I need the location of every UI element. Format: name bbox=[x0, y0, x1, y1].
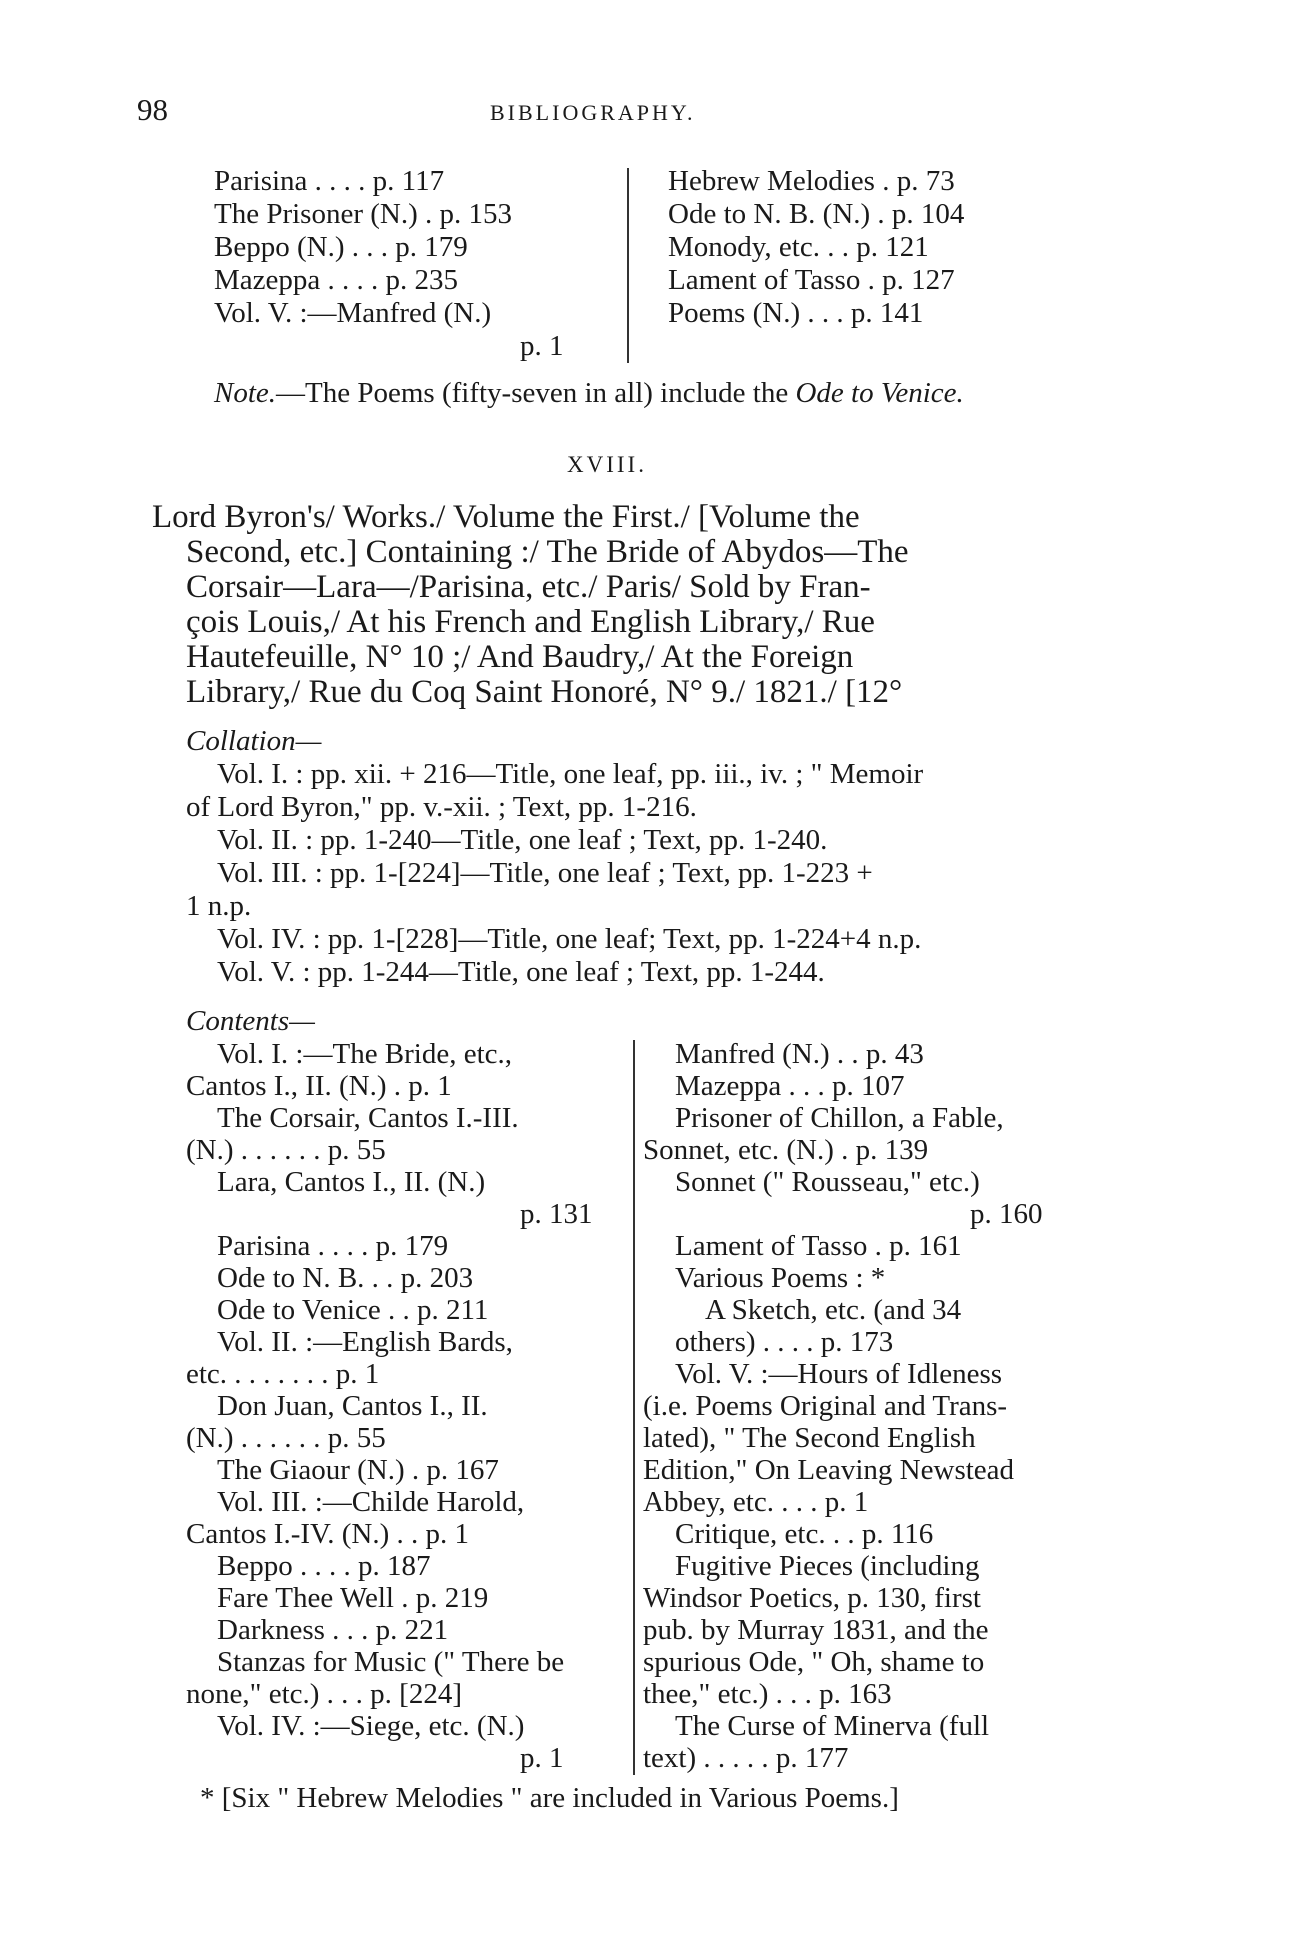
contents-right-line: Various Poems : * bbox=[675, 1262, 886, 1294]
contents-right-line: Mazeppa . . . p. 107 bbox=[675, 1070, 905, 1102]
contents-left-line: etc. . . . . . . . p. 1 bbox=[186, 1358, 380, 1390]
contents-left-line: Stanzas for Music (" There be bbox=[217, 1646, 565, 1678]
contents-right-line: Abbey, etc. . . . p. 1 bbox=[643, 1486, 869, 1518]
contents-right-line: (i.e. Poems Original and Trans- bbox=[643, 1390, 1008, 1422]
contents-right-line: Fugitive Pieces (including bbox=[675, 1550, 980, 1582]
contents-left-line: p. 1 bbox=[520, 1742, 564, 1774]
contents-left-line: Parisina . . . . p. 179 bbox=[217, 1230, 449, 1262]
note-label: Note. bbox=[214, 377, 277, 409]
contents-left-line: Lara, Cantos I., II. (N.) bbox=[217, 1166, 486, 1198]
entry-line: Lord Byron's/ Works./ Volume the First./ [Volume the bbox=[152, 499, 860, 535]
note-text: —The Poems (fifty-seven in all) include the bbox=[276, 377, 796, 409]
contents-right-line: others) . . . . p. 173 bbox=[675, 1326, 894, 1358]
contents-right-line: thee," etc.) . . . p. 163 bbox=[643, 1678, 892, 1710]
running-head: BIBLIOGRAPHY. bbox=[490, 100, 696, 125]
contents-left-line: none," etc.) . . . p. [224] bbox=[186, 1678, 462, 1710]
entry-line: Library,/ Rue du Coq Saint Honoré, N° 9./ 1821./ [12° bbox=[186, 674, 903, 710]
entry-line: Second, etc.] Containing :/ The Bride of Abydos—The bbox=[186, 534, 909, 570]
contents-left-line: Fare Thee Well . p. 219 bbox=[217, 1582, 489, 1614]
note bbox=[214, 377, 964, 410]
contents-left-line: The Giaour (N.) . p. 167 bbox=[217, 1454, 499, 1486]
contents-right-line: spurious Ode, " Oh, shame to bbox=[643, 1646, 985, 1678]
contents-right-line: The Curse of Minerva (full bbox=[675, 1710, 990, 1742]
collation-line: Vol. III. : pp. 1-[224]—Title, one leaf ; Text, pp. 1-223 + bbox=[217, 857, 873, 889]
contents-left-line: (N.) . . . . . . p. 55 bbox=[186, 1422, 386, 1454]
contents-left-line: Darkness . . . p. 221 bbox=[217, 1614, 449, 1646]
top-right-line: Hebrew Melodies . p. 73 bbox=[668, 165, 955, 197]
contents-left-line: Vol. II. :—English Bards, bbox=[217, 1326, 513, 1358]
contents-column-divider bbox=[633, 1040, 635, 1775]
footnote: * [Six " Hebrew Melodies " are included in Various Poems.] bbox=[200, 1782, 899, 1814]
column-divider bbox=[627, 168, 629, 363]
contents-left-line: Ode to N. B. . . p. 203 bbox=[217, 1262, 474, 1294]
contents-heading: Contents— bbox=[186, 1005, 315, 1037]
top-left-line: Vol. V. :—Manfred (N.) bbox=[214, 297, 492, 329]
contents-right-line: p. 160 bbox=[970, 1198, 1043, 1230]
collation-line: of Lord Byron," pp. v.-xii. ; Text, pp. 1-216. bbox=[186, 791, 697, 823]
entry-line: Corsair—Lara—/Parisina, etc./ Paris/ Sold by Fran- bbox=[186, 569, 871, 605]
entry-line: Hautefeuille, N° 10 ;/ And Baudry,/ At the Foreign bbox=[186, 639, 854, 675]
note-title: Ode to Venice. bbox=[795, 377, 964, 409]
top-left-line: Beppo (N.) . . . p. 179 bbox=[214, 231, 468, 263]
top-right-line: Monody, etc. . . p. 121 bbox=[668, 231, 929, 263]
collation-line: Vol. I. : pp. xii. + 216—Title, one leaf, pp. iii., iv. ; " Memoir bbox=[217, 758, 924, 790]
contents-left-line: Vol. I. :—The Bride, etc., bbox=[217, 1038, 513, 1070]
contents-right-line: A Sketch, etc. (and 34 bbox=[705, 1294, 962, 1326]
contents-right-line: Lament of Tasso . p. 161 bbox=[675, 1230, 962, 1262]
contents-left-line: Vol. IV. :—Siege, etc. (N.) bbox=[217, 1710, 525, 1742]
contents-right-line: text) . . . . . p. 177 bbox=[643, 1742, 849, 1774]
contents-right-line: Critique, etc. . . p. 116 bbox=[675, 1518, 934, 1550]
contents-right-line: Vol. V. :—Hours of Idleness bbox=[675, 1358, 1003, 1390]
top-right-line: Lament of Tasso . p. 127 bbox=[668, 264, 955, 296]
section-number: XVIII. bbox=[567, 452, 647, 477]
contents-right-line: pub. by Murray 1831, and the bbox=[643, 1614, 989, 1646]
collation-heading: Collation— bbox=[186, 725, 322, 757]
contents-right-line: lated), " The Second English bbox=[643, 1422, 976, 1454]
contents-left-line: The Corsair, Cantos I.-III. bbox=[217, 1102, 519, 1134]
contents-right-line: Manfred (N.) . . p. 43 bbox=[675, 1038, 924, 1070]
contents-left-line: Cantos I.-IV. (N.) . . p. 1 bbox=[186, 1518, 469, 1550]
collation-line: 1 n.p. bbox=[186, 890, 252, 922]
contents-left-line: Don Juan, Cantos I., II. bbox=[217, 1390, 488, 1422]
collation-line: Vol. II. : pp. 1-240—Title, one leaf ; Text, pp. 1-240. bbox=[217, 824, 828, 856]
collation-line: Vol. V. : pp. 1-244—Title, one leaf ; Text, pp. 1-244. bbox=[217, 956, 825, 988]
contents-right-line: Edition," On Leaving Newstead bbox=[643, 1454, 1015, 1486]
contents-left-line: Vol. III. :—Childe Harold, bbox=[217, 1486, 525, 1518]
top-right-line: Ode to N. B. (N.) . p. 104 bbox=[668, 198, 965, 230]
contents-right-line: Windsor Poetics, p. 130, first bbox=[643, 1582, 981, 1614]
contents-left-line: Beppo . . . . p. 187 bbox=[217, 1550, 431, 1582]
entry-line: çois Louis,/ At his French and English Library,/ Rue bbox=[186, 604, 875, 640]
contents-right-line: Sonnet (" Rousseau," etc.) bbox=[675, 1166, 980, 1198]
collation-line: Vol. IV. : pp. 1-[228]—Title, one leaf; Text, pp. 1-224+4 n.p. bbox=[217, 923, 922, 955]
contents-left-line: Cantos I., II. (N.) . p. 1 bbox=[186, 1070, 452, 1102]
top-right-line: Poems (N.) . . . p. 141 bbox=[668, 297, 924, 329]
top-left-line: Mazeppa . . . . p. 235 bbox=[214, 264, 459, 296]
top-left-line: p. 1 bbox=[520, 330, 564, 362]
top-left-line: The Prisoner (N.) . p. 153 bbox=[214, 198, 513, 230]
page-number: 98 bbox=[137, 92, 168, 127]
contents-left-line: (N.) . . . . . . p. 55 bbox=[186, 1134, 386, 1166]
contents-right-line: Sonnet, etc. (N.) . p. 139 bbox=[643, 1134, 929, 1166]
contents-left-line: p. 131 bbox=[520, 1198, 593, 1230]
top-left-line: Parisina . . . . p. 117 bbox=[214, 165, 445, 197]
contents-right-line: Prisoner of Chillon, a Fable, bbox=[675, 1102, 1004, 1134]
contents-left-line: Ode to Venice . . p. 211 bbox=[217, 1294, 489, 1326]
